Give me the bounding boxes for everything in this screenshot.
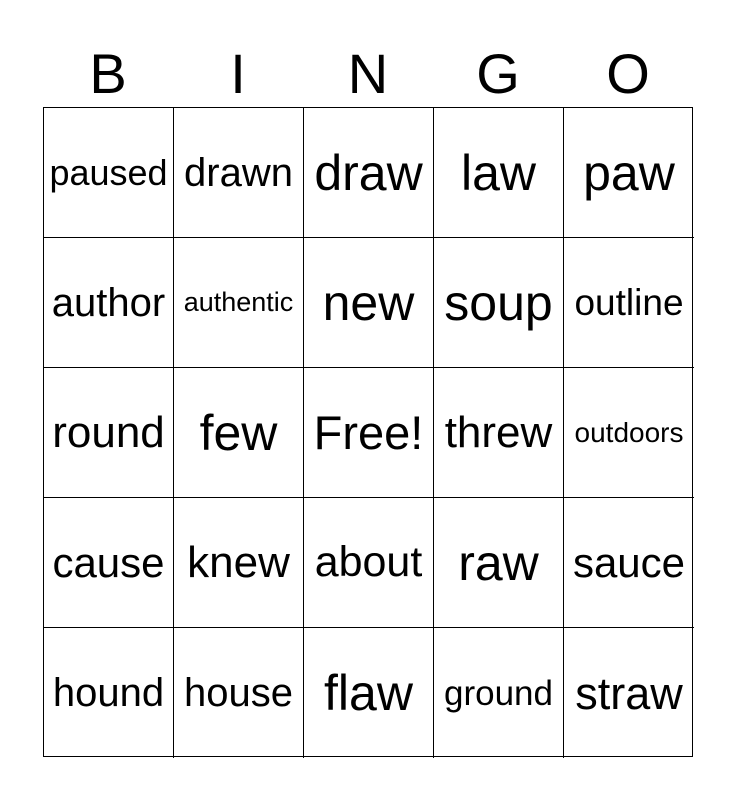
bingo-cell-r4c1[interactable] [44, 498, 174, 628]
bingo-cell-r4c2[interactable] [174, 498, 304, 628]
bingo-cell-r5c1[interactable] [44, 628, 174, 758]
header-letter-g: G [476, 42, 520, 105]
cell-word: ground [444, 673, 553, 713]
bingo-cell-r2c4[interactable] [434, 238, 564, 368]
cell-word: knew [187, 537, 290, 587]
cell-word: paw [583, 144, 675, 201]
cell-word: draw [314, 144, 423, 201]
bingo-cell-r2c3[interactable] [304, 238, 434, 368]
bingo-cell-r1c3[interactable] [304, 108, 434, 238]
bingo-cell-r2c2[interactable] [174, 238, 304, 368]
cell-word: authentic [183, 287, 294, 317]
cell-word: outline [574, 282, 684, 323]
cell-word: soup [444, 274, 553, 331]
cell-word: new [322, 274, 415, 331]
cell-word: round [52, 407, 165, 457]
cell-word: paused [49, 151, 168, 193]
bingo-cell-r3c1[interactable] [44, 368, 174, 498]
bingo-cell-r2c1[interactable] [44, 238, 174, 368]
bingo-cell-r3c4[interactable] [434, 368, 564, 498]
cell-word: law [460, 144, 537, 201]
bingo-cell-r1c4[interactable] [434, 108, 564, 238]
cell-word: author [51, 280, 166, 325]
cell-word: about [314, 538, 423, 586]
header-letter-i: I [230, 42, 246, 105]
cell-word: Free! [313, 406, 424, 459]
bingo-cell-r2c5[interactable] [564, 238, 694, 368]
bingo-header [43, 40, 693, 108]
bingo-cell-r4c5[interactable] [564, 498, 694, 628]
cell-word: flaw [324, 665, 413, 721]
header-letter-o: O [606, 42, 650, 105]
cell-word: threw [444, 407, 553, 457]
bingo-cell-r4c3[interactable] [304, 498, 434, 628]
cell-word: raw [458, 534, 539, 591]
cell-word: cause [52, 538, 165, 586]
cell-word: few [199, 404, 278, 461]
cell-word: sauce [572, 538, 686, 586]
bingo-cell-r1c5[interactable] [564, 108, 694, 238]
bingo-cell-r3c5[interactable] [564, 368, 694, 498]
bingo-cell-r3c2[interactable] [174, 368, 304, 498]
bingo-board [43, 107, 693, 757]
bingo-cell-r1c1[interactable] [44, 108, 174, 238]
bingo-cell-r5c4[interactable] [434, 628, 564, 758]
bingo-cell-r5c3[interactable] [304, 628, 434, 758]
cell-word: drawn [184, 150, 293, 195]
cell-word: house [184, 671, 293, 715]
header-letter-b: B [89, 42, 127, 105]
cell-word: straw [575, 667, 683, 719]
bingo-cell-r1c2[interactable] [174, 108, 304, 238]
bingo-cell-r5c5[interactable] [564, 628, 694, 758]
cell-word: hound [52, 671, 165, 715]
cell-word: outdoors [574, 416, 684, 448]
bingo-cell-r5c2[interactable] [174, 628, 304, 758]
header-letter-n: N [347, 42, 389, 105]
bingo-cell-r4c4[interactable] [434, 498, 564, 628]
bingo-cell-r3c3[interactable] [304, 368, 434, 498]
